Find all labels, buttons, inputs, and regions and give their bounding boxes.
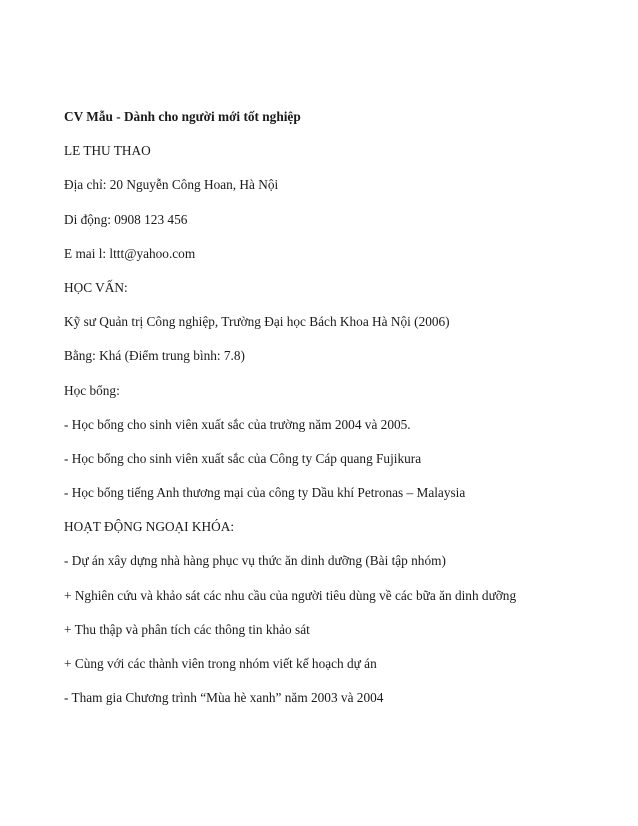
scholarship-item: - Học bổng tiếng Anh thương mại của công ty Dầu khí Petronas – Malaysia <box>64 485 466 501</box>
document-title: CV Mẫu - Dành cho người mới tốt nghiệp <box>64 109 301 124</box>
grade-line: Bằng: Khá (Điểm trung bình: 7.8) <box>64 348 245 364</box>
address-line: Địa chỉ: 20 Nguyễn Công Hoan, Hà Nội <box>64 177 279 193</box>
scholarship-item: - Học bổng cho sinh viên xuất sắc của Công ty Cáp quang Fujikura <box>64 450 422 466</box>
activity-item: + Thu thập và phân tích các thông tin khảo sát <box>64 621 310 637</box>
document-body <box>64 109 624 724</box>
education-heading: HỌC VẤN: <box>64 279 128 295</box>
email-line: E mai l: lttt@yahoo.com <box>64 245 196 261</box>
mobile-line: Di động: 0908 123 456 <box>64 211 188 227</box>
activity-item: - Tham gia Chương trình “Mùa hè xanh” năm 2003 và 2004 <box>64 690 384 706</box>
activities-heading: HOẠT ĐỘNG NGOẠI KHÓA: <box>64 519 235 535</box>
scholarship-item: - Học bổng cho sinh viên xuất sắc của trường năm 2004 và 2005. <box>64 416 411 432</box>
scholarship-heading: Học bổng: <box>64 382 120 398</box>
degree-line: Kỹ sư Quản trị Công nghiệp, Trường Đại học Bách Khoa Hà Nội (2006) <box>64 314 450 330</box>
candidate-name: LE THU THAO <box>64 143 151 159</box>
activity-item: + Nghiên cứu và khảo sát các nhu cầu của người tiêu dùng về các bữa ăn dinh dưỡng <box>64 587 517 603</box>
activity-item: + Cùng với các thành viên trong nhóm viết kế hoạch dự án <box>64 656 377 671</box>
activity-item: - Dự án xây dựng nhà hàng phục vụ thức ăn dinh dưỡng (Bài tập nhóm) <box>64 553 446 569</box>
